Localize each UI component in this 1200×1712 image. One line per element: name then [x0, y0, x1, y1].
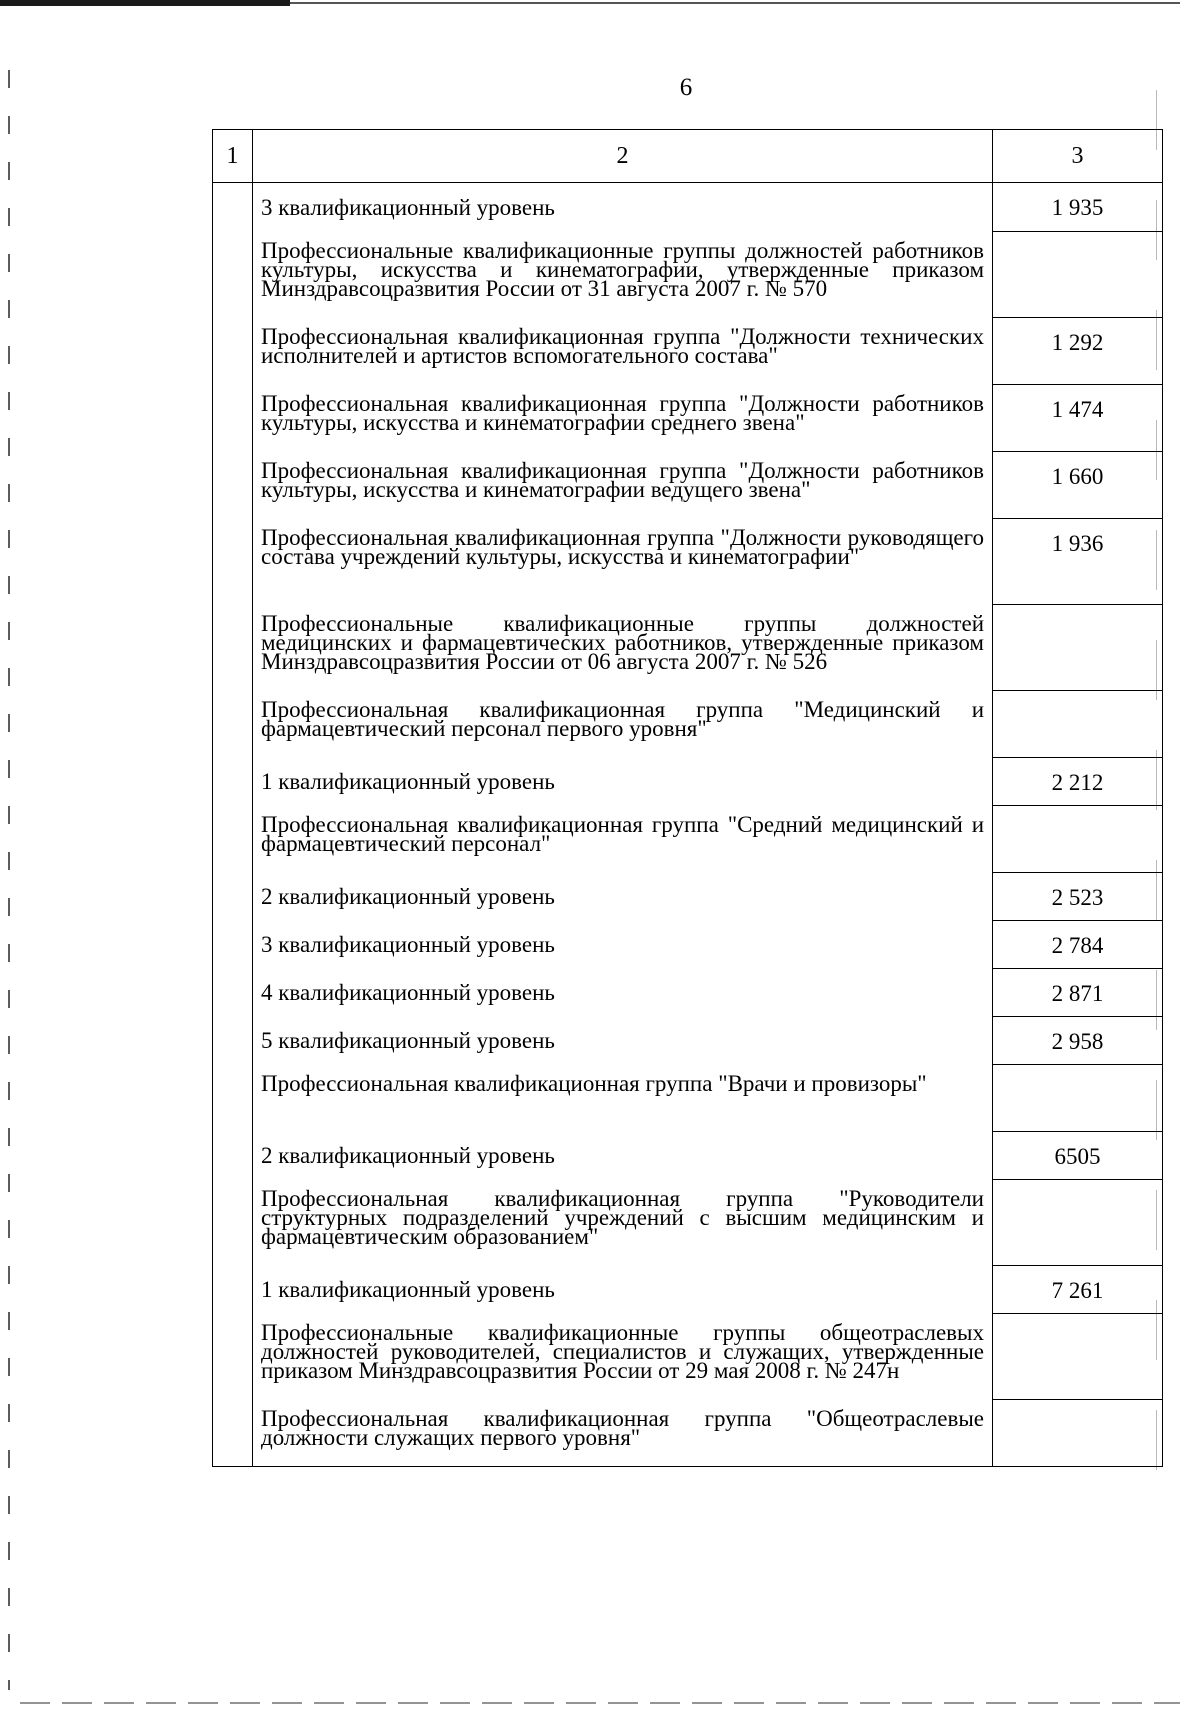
table-row — [213, 183, 1163, 232]
row-value-cell — [993, 1179, 1163, 1265]
scan-edge-artifact — [0, 0, 290, 6]
table-row — [213, 920, 1163, 968]
table-row — [213, 384, 1163, 451]
row-value-cell — [993, 1064, 1163, 1131]
row-description-cell: Профессиональная квалификационная группа "Руководители структурных подразделений учреждений с высшим медицинским и фармацевтическим образованием" — [253, 1179, 993, 1265]
table-header-row — [213, 130, 1163, 183]
row-number-cell — [213, 968, 253, 1016]
row-description-cell: Профессиональная квалификационная группа "Общеотраслевые должности служащих первого уровня" — [253, 1399, 993, 1467]
row-number-cell — [213, 1265, 253, 1313]
header-cell-2: 2 — [253, 130, 993, 183]
row-value-cell: 1 660 — [993, 451, 1163, 518]
row-value-cell: 1 936 — [993, 518, 1163, 604]
row-number-cell — [213, 451, 253, 518]
table-row — [213, 757, 1163, 805]
row-description-cell: 3 квалификационный уровень — [253, 920, 993, 968]
row-number-cell — [213, 231, 253, 317]
table-row — [213, 1399, 1163, 1467]
row-number-cell — [213, 183, 253, 232]
header-cell-3: 3 — [993, 130, 1163, 183]
row-value-cell — [993, 805, 1163, 872]
row-number-cell — [213, 384, 253, 451]
scan-edge-artifact — [8, 70, 10, 1690]
row-description-cell: 5 квалификационный уровень — [253, 1016, 993, 1064]
row-number-cell — [213, 872, 253, 920]
row-value-cell: 2 871 — [993, 968, 1163, 1016]
row-description-cell: 1 квалификационный уровень — [253, 1265, 993, 1313]
table-row — [213, 805, 1163, 872]
table-row — [213, 1016, 1163, 1064]
row-description-cell: Профессиональные квалификационные группы общеотраслевых должностей руководителей, специалистов и служащих, утвержденные приказом Минздравсоцразвития России от 29 мая 2008 г. № 247н — [253, 1313, 993, 1399]
table-row — [213, 690, 1163, 757]
row-value-cell: 2 958 — [993, 1016, 1163, 1064]
row-value-cell: 1 474 — [993, 384, 1163, 451]
row-description-cell: Профессиональные квалификационные группы должностей медицинских и фармацевтических работников, утвержденные приказом Минздравсоцразвития России от 06 августа 2007 г. № 526 — [253, 604, 993, 690]
scan-edge-artifact — [20, 1702, 1180, 1704]
row-number-cell — [213, 1131, 253, 1179]
row-description-cell: Профессиональные квалификационные группы должностей работников культуры, искусства и кинематографии, утвержденные приказом Минздравсоцразвития России от 31 августа 2007 г. № 570 — [253, 231, 993, 317]
row-description-cell: Профессиональная квалификационная группа "Средний медицинский и фармацевтический персонал" — [253, 805, 993, 872]
row-description-cell: 4 квалификационный уровень — [253, 968, 993, 1016]
row-number-cell — [213, 690, 253, 757]
row-description-cell: 3 квалификационный уровень — [253, 183, 993, 232]
row-number-cell — [213, 1179, 253, 1265]
row-value-cell: 1 935 — [993, 183, 1163, 232]
row-value-cell — [993, 1399, 1163, 1467]
table-row — [213, 231, 1163, 317]
salary-table — [212, 129, 1163, 1467]
header-cell-1: 1 — [213, 130, 253, 183]
row-value-cell: 6505 — [993, 1131, 1163, 1179]
row-number-cell — [213, 1399, 253, 1467]
row-number-cell — [213, 604, 253, 690]
row-number-cell — [213, 1016, 253, 1064]
row-number-cell — [213, 1313, 253, 1399]
table-row — [213, 1131, 1163, 1179]
table-row — [213, 872, 1163, 920]
table-row — [213, 1064, 1163, 1131]
table-row — [213, 451, 1163, 518]
row-value-cell: 7 261 — [993, 1265, 1163, 1313]
row-number-cell — [213, 805, 253, 872]
table-row — [213, 1265, 1163, 1313]
table-row — [213, 317, 1163, 384]
row-value-cell — [993, 690, 1163, 757]
row-number-cell — [213, 1064, 253, 1131]
page-number-container — [0, 74, 1200, 102]
row-value-cell: 2 523 — [993, 872, 1163, 920]
table-row — [213, 968, 1163, 1016]
row-description-cell: 2 квалификационный уровень — [253, 1131, 993, 1179]
scan-edge-artifact — [290, 2, 1180, 4]
page-number: 6 — [679, 74, 693, 101]
row-description-cell: Профессиональная квалификационная группа "Врачи и провизоры" — [253, 1064, 993, 1131]
row-value-cell — [993, 1313, 1163, 1399]
row-value-cell: 2 784 — [993, 920, 1163, 968]
table-row — [213, 518, 1163, 604]
table-row — [213, 1179, 1163, 1265]
row-description-cell: Профессиональная квалификационная группа "Медицинский и фармацевтический персонал первого уровня" — [253, 690, 993, 757]
row-value-cell: 2 212 — [993, 757, 1163, 805]
table-body — [213, 130, 1163, 1467]
row-description-cell: Профессиональная квалификационная группа "Должности технических исполнителей и артистов вспомогательного состава" — [253, 317, 993, 384]
row-number-cell — [213, 920, 253, 968]
table-row — [213, 1313, 1163, 1399]
row-value-cell — [993, 231, 1163, 317]
row-number-cell — [213, 757, 253, 805]
row-description-cell: Профессиональная квалификационная группа "Должности работников культуры, искусства и кинематографии ведущего звена" — [253, 451, 993, 518]
row-value-cell: 1 292 — [993, 317, 1163, 384]
row-description-cell: Профессиональная квалификационная группа "Должности работников культуры, искусства и кинематографии среднего звена" — [253, 384, 993, 451]
row-description-cell: Профессиональная квалификационная группа "Должности руководящего состава учреждений культуры, искусства и кинематографии" — [253, 518, 993, 604]
row-description-cell: 1 квалификационный уровень — [253, 757, 993, 805]
row-number-cell — [213, 317, 253, 384]
row-value-cell — [993, 604, 1163, 690]
row-description-cell: 2 квалификационный уровень — [253, 872, 993, 920]
table-row — [213, 604, 1163, 690]
row-number-cell — [213, 518, 253, 604]
